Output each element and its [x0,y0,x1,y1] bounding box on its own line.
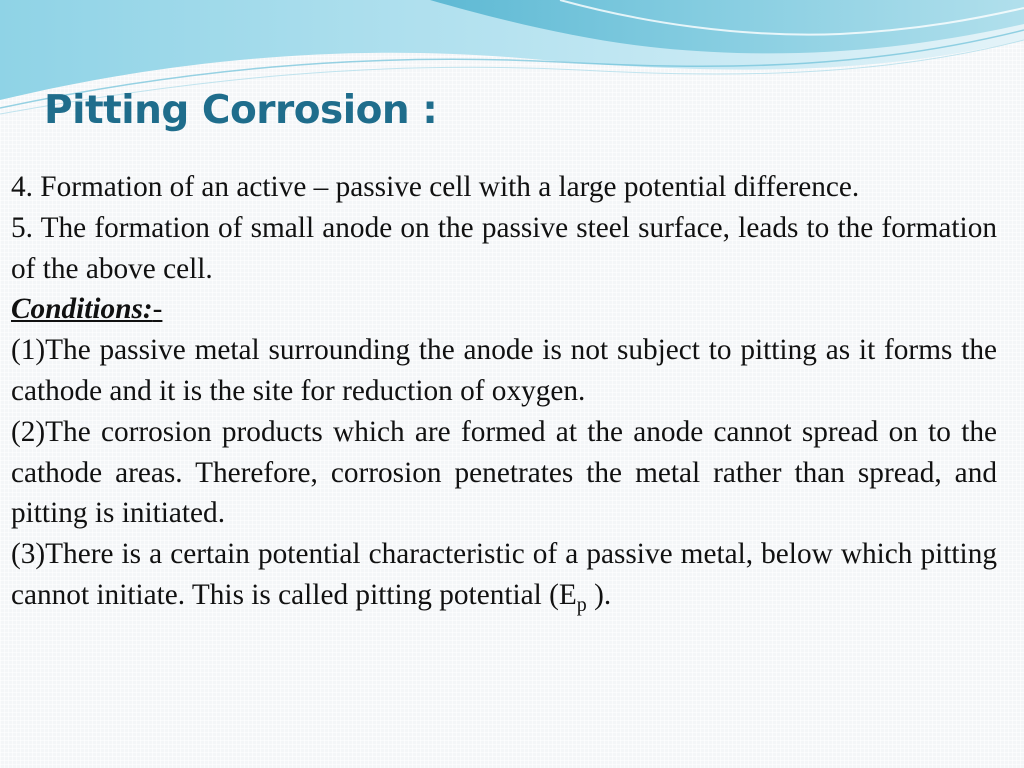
condition-3-paragraph [11,534,997,616]
point-4-text: 4. Formation of an active – passive cell with a large potential difference. [11,171,860,203]
point-5-text: 5. The formation of small anode on the passive steel surface, leads to the formation of the above cell. [11,211,997,285]
slide-title: Pitting Corrosion : [44,88,438,133]
conditions-heading: Conditions: [11,293,153,326]
condition-3-text: (3)There is a certain potential characteristic of a passive metal, below which pitting cannot initiate. This is called pitting potential (E [11,538,997,611]
slide-body [11,167,997,616]
condition-2-text: (2)The corrosion products which are formed at the anode cannot spread on to the cathode areas. Therefore, corrosion penetrates the metal rather than spread, and pitting is initiated. [11,415,997,530]
condition-1-text: (1)The passive metal surrounding the anode is not subject to pitting as it forms the cathode and it is the site for reduction of oxygen. [11,334,997,407]
condition-3-end: ). [586,578,612,611]
conditions-heading-line [11,289,997,330]
conditions-heading-dash: - [152,293,163,326]
pitting-potential-subscript: p [576,593,587,616]
